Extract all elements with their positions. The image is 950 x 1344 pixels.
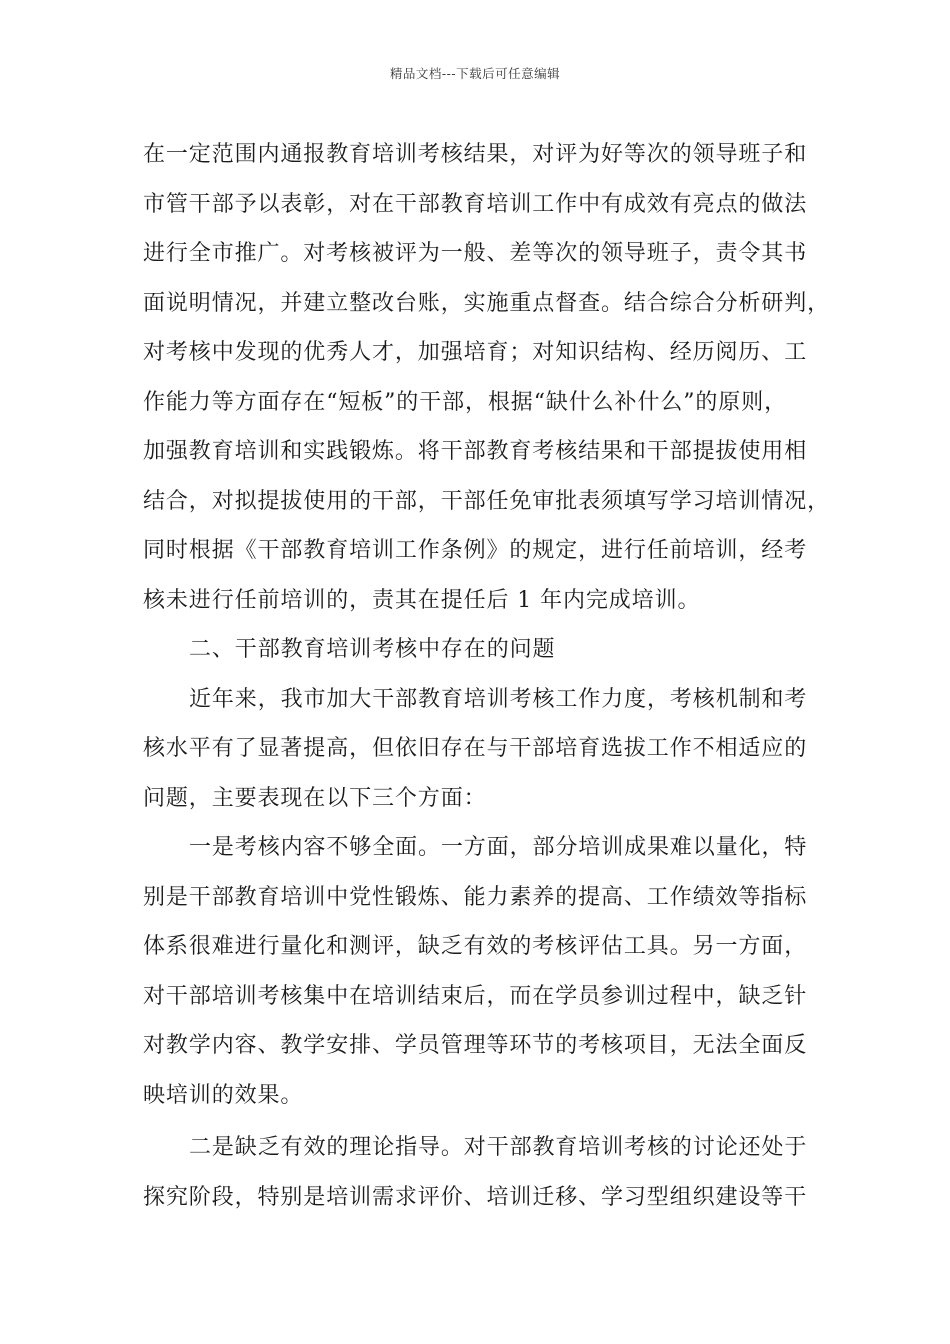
text-line: 问题，主要表现在以下三个方面： bbox=[143, 785, 487, 811]
paragraph-first-line: 近年来，我市加大干部教育培训考核工作力度，考核机制和考 bbox=[189, 686, 808, 712]
text-line: 市管干部予以表彰，对在干部教育培训工作中有成效有亮点的做法 bbox=[143, 191, 808, 217]
text-line: 体系很难进行量化和测评，缺乏有效的考核评估工具。另一方面， bbox=[143, 934, 808, 959]
text-line: 核未进行任前培训的，责其在提任后 1 年内完成培训。 bbox=[143, 587, 701, 613]
text-line: 对考核中发现的优秀人才，加强培育；对知识结构、经历阅历、工 bbox=[143, 340, 808, 365]
text-line: 同时根据《干部教育培训工作条例》的规定，进行任前培训，经考 bbox=[143, 538, 808, 563]
text-line: 映培训的效果。 bbox=[143, 1082, 304, 1108]
text-line: 探究阶段，特别是培训需求评价、培训迁移、学习型组织建设等干 bbox=[143, 1184, 808, 1210]
text-line: 对干部培训考核集中在培训结束后，而在学员参训过程中，缺乏针 bbox=[143, 983, 808, 1009]
text-line: 在一定范围内通报教育培训考核结果，对评为好等次的领导班子和 bbox=[143, 142, 808, 167]
text-line: 核水平有了显著提高，但依旧存在与干部培育选拔工作不相适应的 bbox=[143, 736, 808, 761]
paragraph-first-line: 一是考核内容不够全面。一方面，部分培训成果难以量化，特 bbox=[189, 835, 808, 860]
section-heading: 二、干部教育培训考核中存在的问题 bbox=[189, 637, 556, 662]
text-line: 进行全市推广。对考核被评为一般、差等次的领导班子，责令其书 bbox=[143, 241, 808, 266]
text-line: 结合，对拟提拔使用的干部，干部任免审批表须填写学习培训情况， bbox=[143, 488, 831, 514]
text-line: 作能力等方面存在“短板”的干部，根据“缺什么补什么”的原则， bbox=[143, 389, 787, 415]
text-line: 对教学内容、教学安排、学员管理等环节的考核项目，无法全面反 bbox=[143, 1033, 808, 1058]
text-line: 别是干部教育培训中党性锻炼、能力素养的提高、工作绩效等指标 bbox=[143, 884, 808, 910]
text-line: 面说明情况，并建立整改台账，实施重点督查。结合综合分析研判， bbox=[143, 290, 831, 316]
text-line: 加强教育培训和实践锻炼。将干部教育考核结果和干部提拔使用相 bbox=[143, 439, 808, 464]
page-header: 精品文档---下载后可任意编辑 bbox=[389, 66, 561, 81]
paragraph-first-line: 二是缺乏有效的理论指导。对干部教育培训考核的讨论还处于 bbox=[189, 1135, 808, 1160]
document-body bbox=[143, 130, 831, 1222]
